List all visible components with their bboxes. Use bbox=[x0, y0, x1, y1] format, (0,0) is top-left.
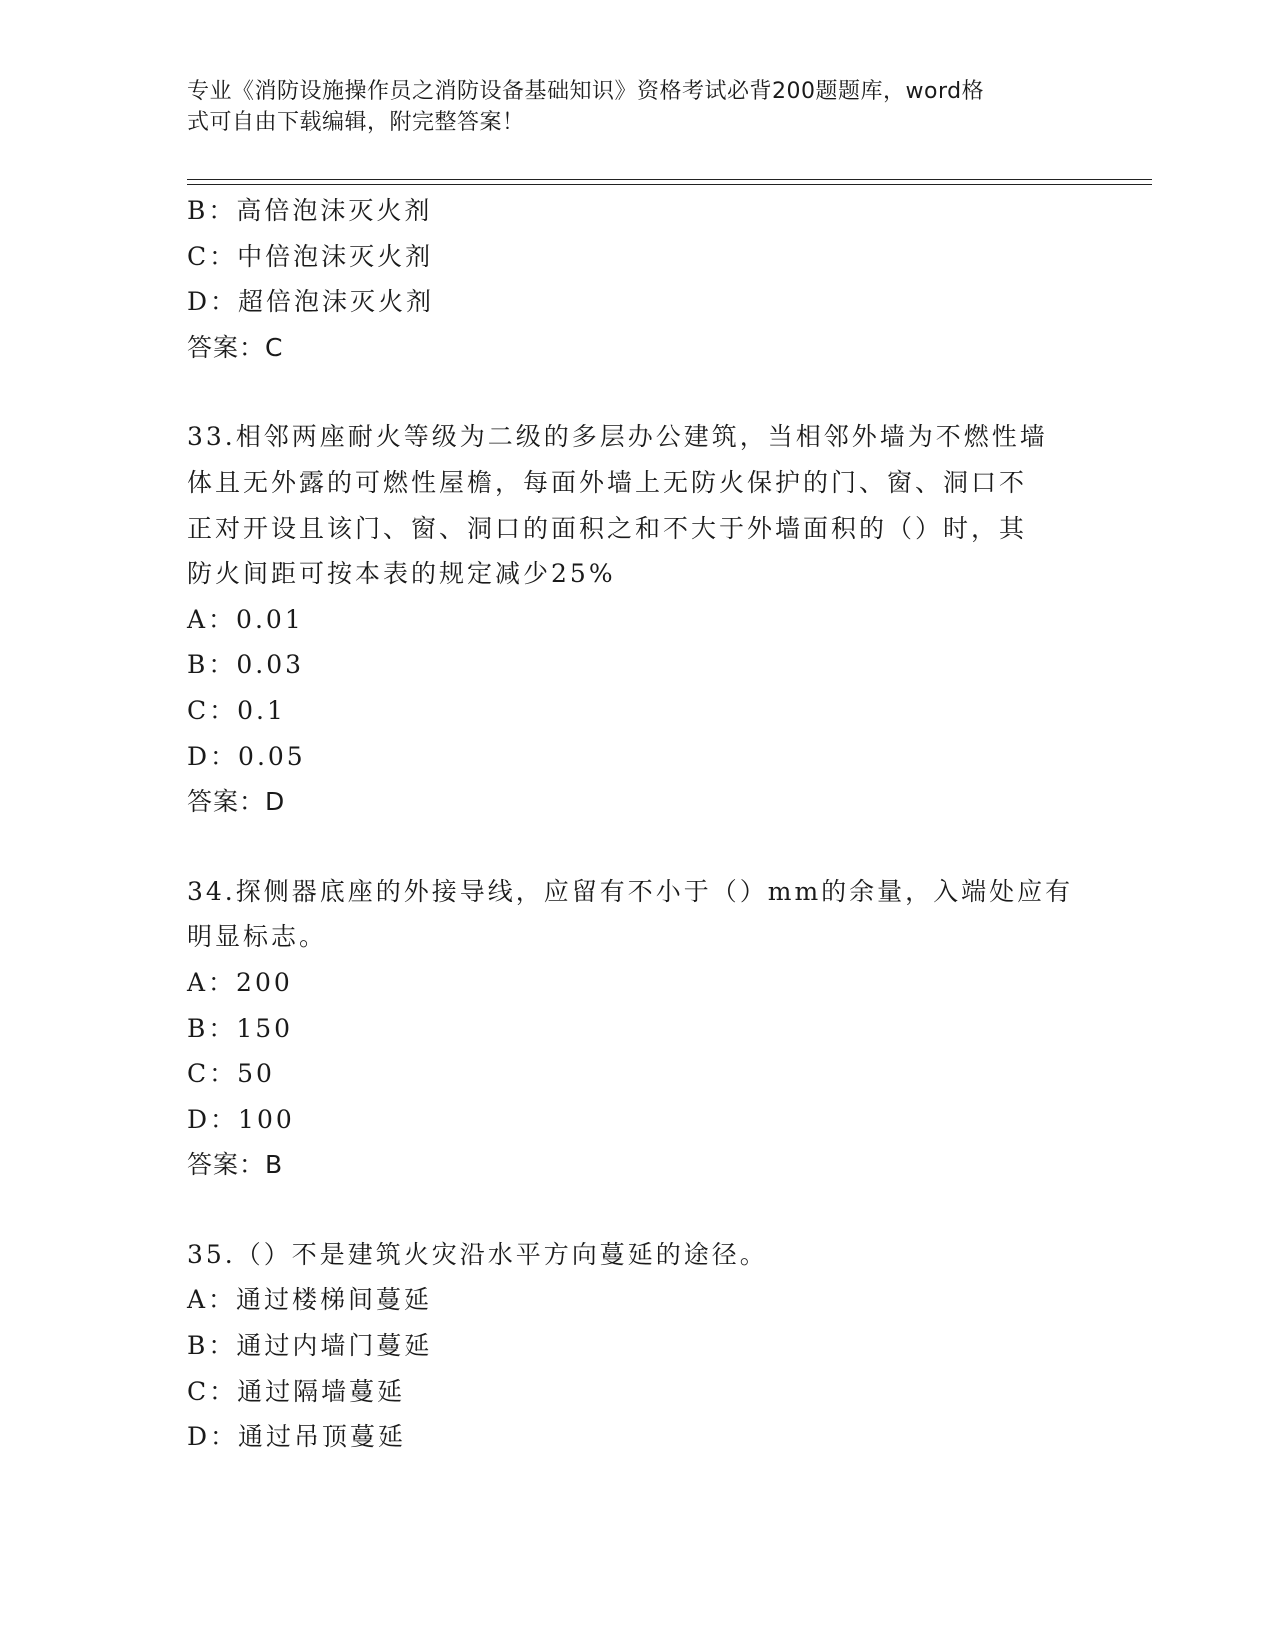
answer-line: 答案：B bbox=[187, 1150, 284, 1180]
option-c: C：50 bbox=[187, 1059, 275, 1089]
option-a: A：200 bbox=[187, 967, 293, 997]
option-a: A：0.01 bbox=[187, 604, 304, 634]
answer-line: 答案：C bbox=[187, 332, 284, 362]
header-line-1: 专业《消防设施操作员之消防设备基础知识》资格考试必背200题题库，word格 bbox=[187, 79, 985, 104]
document-body bbox=[187, 188, 1087, 1460]
answer-line: 答案：D bbox=[187, 787, 286, 817]
question-text-line: 34.探侧器底座的外接导线，应留有不小于（）mm的余量，入端处应有 bbox=[187, 876, 1074, 906]
option-d: D：通过吊顶蔓延 bbox=[187, 1422, 407, 1452]
question-text-line: 体且无外露的可燃性屋檐，每面外墙上无防火保护的门、窗、洞口不 bbox=[187, 467, 1028, 497]
question-text-line: 防火间距可按本表的规定减少25% bbox=[187, 559, 616, 589]
option-c: C：中倍泡沫灭火剂 bbox=[187, 241, 434, 271]
question-text-line: 33.相邻两座耐火等级为二级的多层办公建筑，当相邻外墙为不燃性墙 bbox=[187, 422, 1048, 452]
option-c: C：通过隔墙蔓延 bbox=[187, 1376, 406, 1406]
header-rule-bottom bbox=[187, 184, 1152, 185]
question-35 bbox=[187, 1232, 1087, 1460]
option-b: B：高倍泡沫灭火剂 bbox=[187, 196, 433, 225]
option-a: A：通过楼梯间蔓延 bbox=[187, 1285, 433, 1315]
question-text-line: 正对开设且该门、窗、洞口的面积之和不大于外墙面积的（）时，其 bbox=[187, 513, 1028, 543]
document-header bbox=[187, 76, 1087, 138]
question-text-line: 明显标志。 bbox=[187, 922, 328, 952]
option-b: B：150 bbox=[187, 1013, 294, 1043]
option-d: D：100 bbox=[187, 1104, 295, 1134]
option-b: B：0.03 bbox=[187, 650, 305, 680]
question-34 bbox=[187, 869, 1087, 1188]
question-33 bbox=[187, 414, 1087, 824]
option-c: C：0.1 bbox=[187, 695, 286, 725]
spacer bbox=[187, 825, 1087, 869]
option-b: B：通过内墙门蔓延 bbox=[187, 1331, 433, 1361]
option-d: D：超倍泡沫灭火剂 bbox=[187, 287, 435, 317]
option-d: D：0.05 bbox=[187, 741, 306, 771]
header-line-2: 式可自由下载编辑，附完整答案！ bbox=[187, 110, 525, 135]
spacer bbox=[187, 370, 1087, 414]
question-text-line: 35.（）不是建筑火灾沿水平方向蔓延的途径。 bbox=[187, 1239, 768, 1269]
question-32-continuation bbox=[187, 188, 1087, 370]
header-rule-top bbox=[187, 179, 1152, 180]
spacer bbox=[187, 1188, 1087, 1232]
